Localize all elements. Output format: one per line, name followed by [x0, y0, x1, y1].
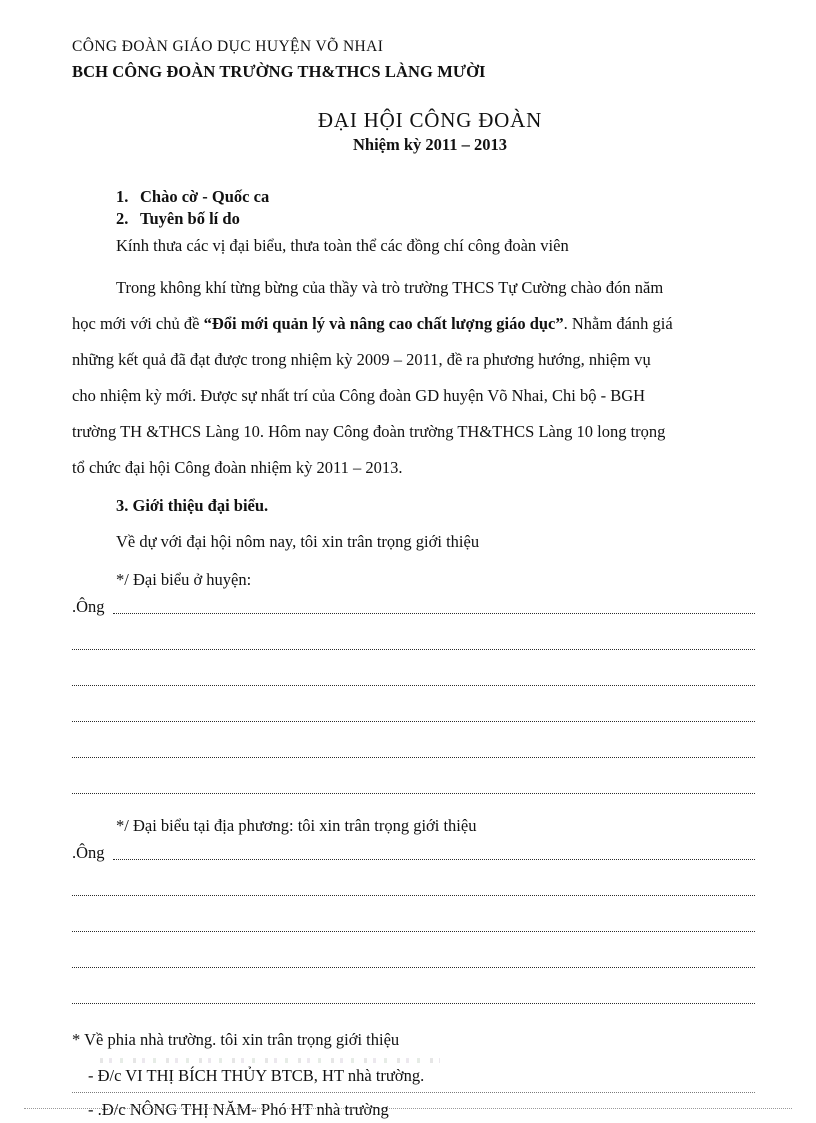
dotted-rule — [72, 967, 755, 968]
district-delegates-fill-lines — [0, 596, 816, 812]
page-bottom-rule — [24, 1108, 792, 1109]
fill-line[interactable] — [0, 776, 816, 812]
paragraph-line-4: cho nhiệm kỳ mới. Được sự nhất trí của Công đoàn GD huyện Võ Nhai, Chi bộ - BGH — [72, 386, 646, 405]
header-organization-line: CÔNG ĐOÀN GIÁO DỤC HUYỆN VÕ NHAI — [72, 38, 384, 55]
title-block — [230, 108, 630, 155]
dotted-rule — [72, 931, 755, 932]
header-bch-line: BCH CÔNG ĐOÀN TRƯỜNG TH&THCS LÀNG MƯỜI — [72, 62, 486, 81]
document-title: ĐẠI HỘI CÔNG ĐOÀN — [317, 108, 543, 132]
paragraph-line-2-pre: học mới với chủ đề — [72, 314, 204, 333]
school-person-2: - .Đ/c NÔNG THỊ NĂM- Phó HT nhà trường — [88, 1100, 389, 1119]
agenda-item-1-number: 1. — [116, 187, 129, 206]
section-3-intro: Về dự với đại hội nôm nay, tôi xin trân trọng giới thiệu — [116, 532, 480, 551]
fill-line-with-label[interactable] — [0, 842, 816, 878]
fill-line[interactable] — [0, 986, 816, 1022]
fill-line[interactable] — [0, 878, 816, 914]
fill-line[interactable] — [0, 632, 816, 668]
fill-line[interactable] — [0, 740, 816, 776]
paragraph-line-1: Trong không khí từng bừng của thầy và trò trường THCS Tự Cường chào đón năm — [116, 278, 664, 297]
document-body — [0, 186, 816, 1120]
paragraph-line-6: tổ chức đại hội Công đoàn nhiệm kỳ 2011 – 2013. — [72, 458, 403, 477]
agenda-item-1-label: Chào cờ - Quốc ca — [140, 187, 270, 206]
fill-line-label: .Ông — [72, 597, 105, 616]
district-delegates-label: */ Đại biểu ở huyện: — [116, 570, 252, 589]
school-person-1: - Đ/c VI THỊ BÍCH THỦY BTCB, HT nhà trường. — [88, 1066, 425, 1085]
dotted-rule — [72, 1092, 755, 1093]
local-delegates-fill-lines — [0, 842, 816, 1022]
fill-line-label: .Ông — [72, 843, 105, 862]
dotted-rule — [72, 895, 755, 896]
school-divider-dotline — [0, 1086, 816, 1100]
agenda-item-2-label: Tuyên bố lí do — [140, 209, 240, 228]
paragraph-line-5: trường TH &THCS Làng 10. Hôm nay Công đoàn trường TH&THCS Làng 10 long trọng — [72, 422, 666, 441]
agenda-item-2 — [0, 208, 816, 230]
dotted-rule — [72, 757, 755, 758]
dotted-rule — [72, 649, 755, 650]
paragraph-line-2 — [72, 306, 758, 342]
agenda-item-1 — [0, 186, 816, 208]
school-section-intro: * Về phia nhà trường. tôi xin trân trọng giới thiệu — [72, 1030, 400, 1049]
dotted-rule — [72, 721, 755, 722]
paragraph-line-2-post: . Nhằm đánh giá — [563, 314, 673, 333]
fill-line[interactable] — [0, 914, 816, 950]
agenda-item-2-number: 2. — [116, 209, 129, 228]
dotted-rule — [113, 859, 755, 860]
fill-line-with-label[interactable] — [0, 596, 816, 632]
document-subtitle: Nhiệm kỳ 2011 – 2013 — [352, 135, 507, 155]
dotted-rule — [72, 1003, 755, 1004]
paragraph-theme-quote: “Đổi mới quản lý và nâng cao chất lượng giáo dục” — [203, 314, 564, 333]
dotted-rule — [72, 685, 755, 686]
fill-line[interactable] — [0, 668, 816, 704]
dotted-rule — [113, 613, 755, 614]
local-delegates-label: */ Đại biểu tại địa phương: tôi xin trân trọng giới thiệu — [116, 816, 477, 835]
section-3-heading: 3. Giới thiệu đại biểu. — [116, 496, 269, 515]
greeting-line: Kính thưa các vị đại biểu, thưa toàn thể các đồng chí công đoàn viên — [116, 236, 569, 255]
dotted-rule — [72, 793, 755, 794]
fill-line[interactable] — [0, 704, 816, 740]
fill-line[interactable] — [0, 950, 816, 986]
paragraph-line-3: những kết quả đã đạt được trong nhiệm kỳ 2009 – 2011, đề ra phương hướng, nhiệm vụ — [72, 350, 651, 369]
scan-artifact — [100, 1058, 440, 1063]
